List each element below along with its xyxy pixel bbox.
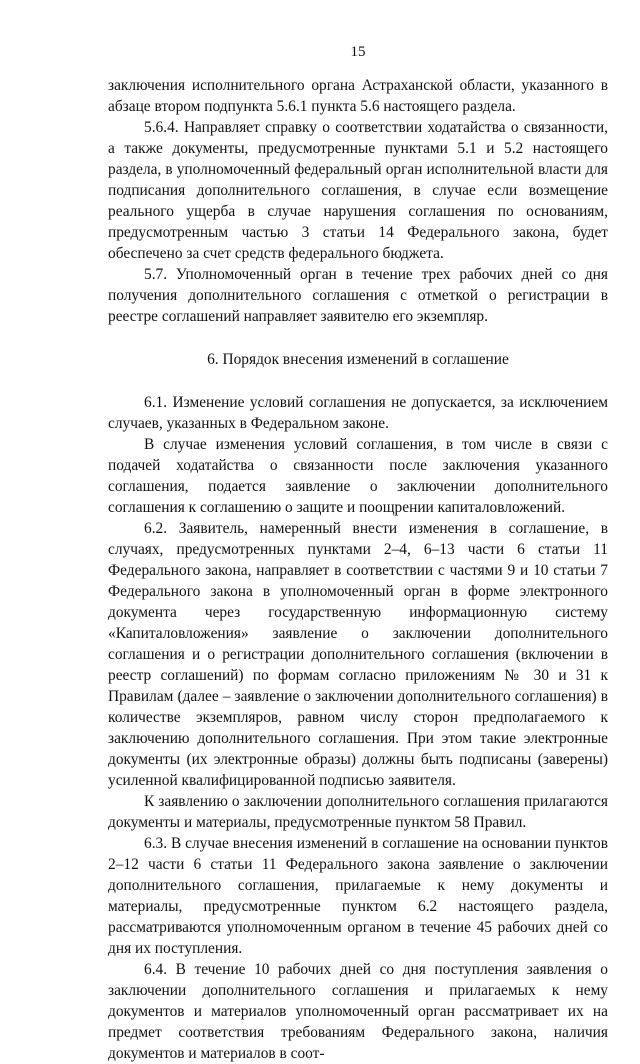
paragraph-6-4: 6.4. В течение 10 рабочих дней со дня поступления заявления о заключении дополнительного соглашения и прилагаемых к нему документов и материалов уполномоченный орган рассматривает их на предмет соответствия требованиям Федерального закона, наличия документов и материалов в соот- (108, 961, 608, 1062)
paragraph-6-1: 6.1. Изменение условий соглашения не допускается, за исключением случаев, указанных в Федеральном законе. (108, 394, 608, 432)
page-number: 15 (350, 44, 366, 60)
paragraph-6-2-attachments: К заявлению о заключении дополнительного соглашения прилагаются документы и материалы, предусмотренные пунктом 58 Правил. (108, 793, 608, 831)
paragraph-continuation: заключения исполнительного органа Астраханской области, указанного в абзаце втором подпункта 5.6.1 пункта 5.6 настоящего раздела. (108, 77, 608, 115)
section-heading: 6. Порядок внесения изменений в соглашение (207, 351, 509, 368)
paragraph-6-2: 6.2. Заявитель, намеренный внести изменения в соглашение, в случаях, предусмотренных пунктами 2–4, 6–13 части 6 статьи 11 Федерального закона, направляет в соответствии с частями 9 и 10 статьи 7 Федерального закона в уполномоченный орган в форме электронного документа через государственную информационную систему «Капиталовложения» заявление о заключении дополнительного соглашения и о регистрации дополнительного соглашения (включении в реестр соглашений) по формам согласно приложениям № 30 и 31 к Правилам (далее – заявление о заключении дополнительного соглашения) в количестве экземпляров, равном числу сторон предполагаемого к заключению дополнительного соглашения. При этом такие электронные документы (их электронные образы) должны быть подписаны (заверены) усиленной квалифицированной подписью заявителя. (108, 520, 608, 789)
paragraph-6-3: 6.3. В случае внесения изменений в соглашение на основании пунктов 2–12 части 6 статьи 11 Федерального закона заявление о заключении дополнительного соглашения, прилагаемые к нему документы и материалы, предусмотренные пунктом 6.2 настоящего раздела, рассматриваются уполномоченным органом в течение 45 рабочих дней со дня их поступления. (108, 835, 608, 957)
paragraph-6-1-change: В случае изменения условий соглашения, в том числе в связи с подачей ходатайства о связанности после заключения указанного соглашения, подается заявление о заключении дополнительного соглашения к соглашению о защите и поощрении капиталовложений. (108, 436, 608, 516)
paragraph-5-6-4: 5.6.4. Направляет справку о соответствии ходатайства о связанности, а также документы, предусмотренные пунктами 5.1 и 5.2 настоящего раздела, в уполномоченный федеральный орган исполнительной власти для подписания дополнительного соглашения, в случае если возмещение реального ущерба в случае нарушения соглашения по основаниям, предусмотренным частью 3 статьи 14 Федерального закона, будет обеспечено за счет средств федерального бюджета. (108, 119, 608, 262)
paragraph-5-7: 5.7. Уполномоченный орган в течение трех рабочих дней со дня получения дополнительного соглашения с отметкой о регистрации в реестре соглашений направляет заявителю его экземпляр. (108, 266, 608, 325)
